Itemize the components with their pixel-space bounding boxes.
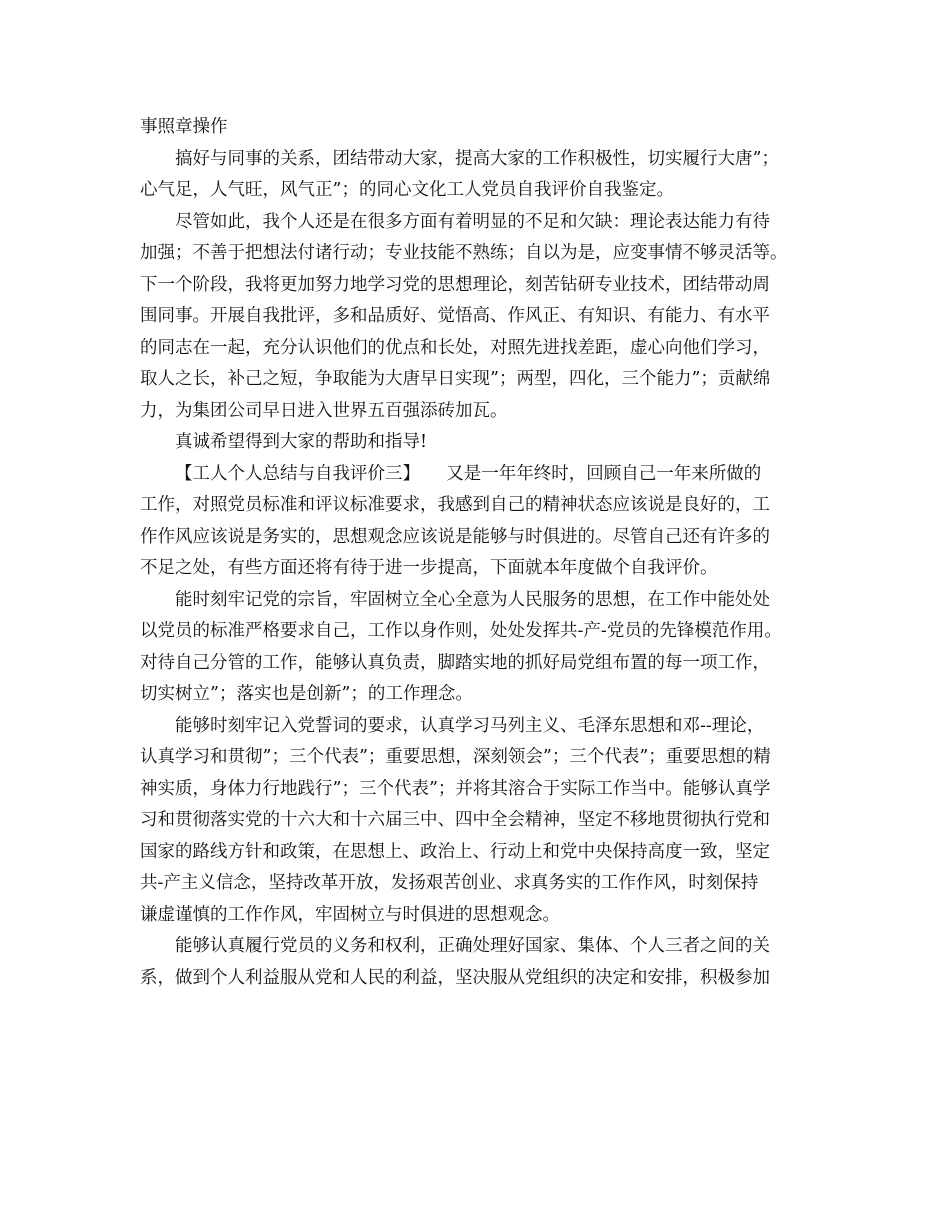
paragraph-line: 共-产主义信念，坚持改革开放，发扬艰苦创业、求真务实的工作作风，时刻保持 [140, 873, 759, 893]
paragraph-line: 心气足，人气旺，风气正”；的同心文化工人党员自我评价自我鉴定。 [140, 180, 674, 200]
paragraph [140, 427, 830, 459]
paragraph-line: 的同志在一起，充分认识他们的优点和长处，对照先进找差距，虚心向他们学习， [140, 337, 770, 358]
document-body [140, 112, 830, 994]
paragraph-line: 下一个阶段，我将更加努力地学习党的思想理论，刻苦钻研专业技术，团结带动周 [140, 274, 770, 295]
paragraph [140, 207, 830, 428]
paragraph-line: 力，为集团公司早日进入世界五百强添砖加瓦。 [140, 400, 508, 421]
paragraph-line: 搞好与同事的关系，团结带动大家，提高大家的工作积极性，切实履行大唐”； [175, 148, 779, 169]
paragraph-line: 围同事。开展自我批评，多和品质好、觉悟高、作风正、有知识、有能力、有水平 [140, 306, 770, 326]
paragraph [140, 144, 830, 207]
paragraph-line: 习和贯彻落实党的十六大和十六届三中、四中全会精神，坚定不移地贯彻执行党和 [140, 810, 770, 830]
paragraph-line: 事照章操作 [140, 117, 228, 137]
paragraph-line: 谦虚谨慎的工作作风，牢固树立与时俱进的思想观念。 [140, 904, 560, 925]
paragraph [140, 711, 830, 932]
paragraph-line: 作作风应该说是务实的，思想观念应该说是能够与时俱进的。尽管自己还有许多的 [140, 526, 770, 547]
paragraph [140, 585, 830, 711]
paragraph-line: 能时刻牢记党的宗旨，牢固树立全心全意为人民服务的思想，在工作中能处处 [175, 589, 770, 610]
paragraph-line: 能够时刻牢记入党誓词的要求，认真学习马列主义、毛泽东思想和邓--理论， [175, 715, 765, 736]
paragraph [140, 112, 830, 144]
paragraph-line: 取人之长，补己之短，争取能为大唐早日实现”；两型，四化，三个能力”；贡献绵 [140, 369, 771, 389]
paragraph-line: 以党员的标准严格要求自己，工作以身作则，处处发挥共-产-党员的先锋模范作用。 [140, 621, 782, 641]
paragraph-line: 能够认真履行党员的义务和权利，正确处理好国家、集体、个人三者之间的关 [175, 936, 770, 956]
paragraph-line: 不足之处，有些方面还将有待于进一步提高，下面就本年度做个自我评价。 [140, 558, 718, 578]
paragraph-line: 切实树立”；落实也是创新”；的工作理念。 [140, 684, 473, 704]
paragraph-line: 工作，对照党员标准和评议标准要求，我感到自己的精神状态应该说是良好的，工 [140, 495, 770, 515]
paragraph-line: 神实质，身体力行地践行”；三个代表”；并将其溶合于实际工作当中。能够认真学 [140, 778, 771, 799]
paragraph-line: 尽管如此，我个人还是在很多方面有着明显的不足和欠缺：理论表达能力有待 [175, 211, 770, 232]
paragraph-line: 国家的路线方针和政策，在思想上、政治上、行动上和党中央保持高度一致，坚定 [140, 841, 770, 862]
paragraph-line: 系，做到个人利益服从党和人民的利益，坚决服从党组织的决定和安排，积极参加 [140, 967, 770, 988]
paragraph-line: 对待自己分管的工作，能够认真负责，脚踏实地的抓好局党组布置的每一项工作， [140, 652, 770, 673]
paragraph-line: 认真学习和贯彻”；三个代表”；重要思想，深刻领会”；三个代表”；重要思想的精 [140, 747, 771, 767]
paragraph-line: 【工人个人总结与自我评价三】 又是一年年终时，回顾自己一年来所做的 [175, 463, 762, 484]
paragraph [140, 459, 830, 585]
paragraph [140, 931, 830, 994]
paragraph-line: 加强；不善于把想法付诸行动；专业技能不熟练；自以为是，应变事情不够灵活等。 [140, 243, 788, 263]
paragraph-line: 真诚希望得到大家的帮助和指导! [175, 432, 428, 452]
